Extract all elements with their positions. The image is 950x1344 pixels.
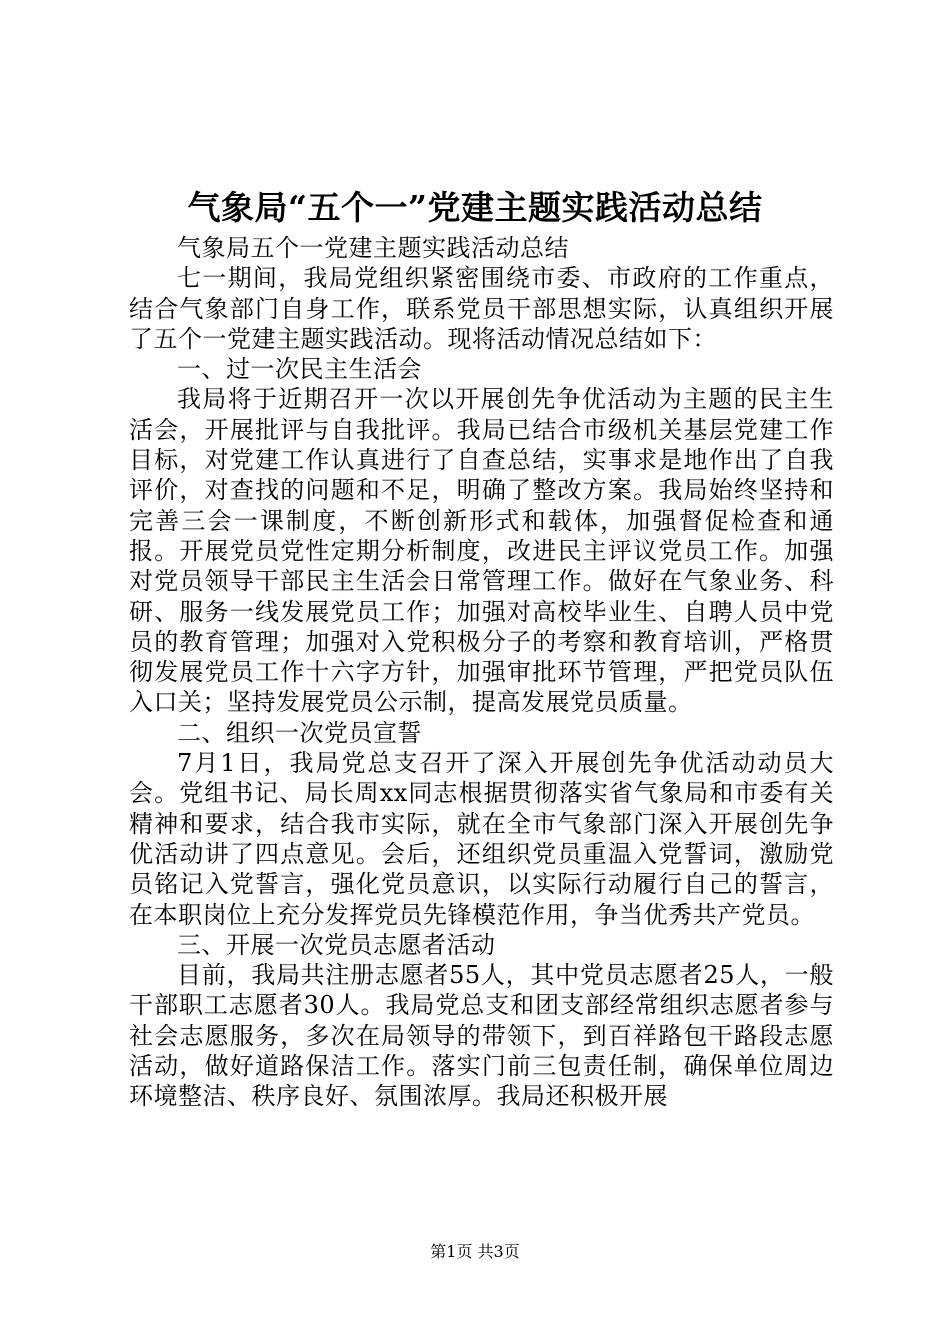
section-heading-1: 一、过一次民主生活会 <box>177 355 422 384</box>
body-paragraph-subtitle: 气象局五个一党建主题实践活动总结 <box>177 234 569 262</box>
body-paragraph-intro: 七一期间，我局党组织紧密围绕市委、市政府的工作重点，结合气象部门自身工作，联系党员干部思想实际，认真组织开展了五个一党建主题实践活动。现将活动情况总结如下： <box>129 264 834 353</box>
section-heading-3: 三、开展一次党员志愿者活动 <box>177 930 496 959</box>
document-title: 气象局“五个一”党建主题实践活动总结 <box>187 188 763 227</box>
section-heading-2: 二、组织一次党员宣誓 <box>177 718 422 747</box>
body-paragraph-section-2: 7月1日，我局党总支召开了深入开展创先争优活动动员大会。党组书记、局长周xx同志根据贯彻落实省气象局和市委有关精神和要求，结合我市实际，就在全市气象部门深入开展创先争优活动讲了四点意见。会后，还组织党员重温入党誓词，激励党员铭记入党誓言，强化党员意识，以实际行动履行自己的誓言，在本职岗位上充分发挥党员先锋模范作用，争当优秀共产党员。 <box>129 749 834 929</box>
body-paragraph-section-1: 我局将于近期召开一次以开展创先争优活动为主题的民主生活会，开展批评与自我批评。我局已结合市级机关基层党建工作目标，对党建工作认真进行了自查总结，实事求是地作出了自我评价，对查找的问题和不足，明确了整改方案。我局始终坚持和完善三会一课制度，不断创新形式和载体，加强督促检查和通报。开展党员党性定期分析制度，改进民主评议党员工作。加强对党员领导干部民主生活会日常管理工作。做好在气象业务、科研、服务一线发展党员工作；加强对高校毕业生、自聘人员中党员的教育管理；加强对入党积极分子的考察和教育培训，严格贯彻发展党员工作十六字方针，加强审批环节管理，严把党员队伍入口关；坚持发展党员公示制，提高发展党员质量。 <box>129 385 834 717</box>
page-number-footer: 第1页 共3页 <box>430 1242 520 1261</box>
document-body <box>129 233 834 1112</box>
body-paragraph-section-3: 目前，我局共注册志愿者55人，其中党员志愿者25人，一般干部职工志愿者30人。我局党总支和团支部经常组织志愿者参与社会志愿服务，多次在局领导的带领下，到百祥路包干路段志愿活动，做好道路保洁工作。落实门前三包责任制，确保单位周边环境整洁、秩序良好、氛围浓厚。我局还积极开展 <box>129 961 834 1111</box>
